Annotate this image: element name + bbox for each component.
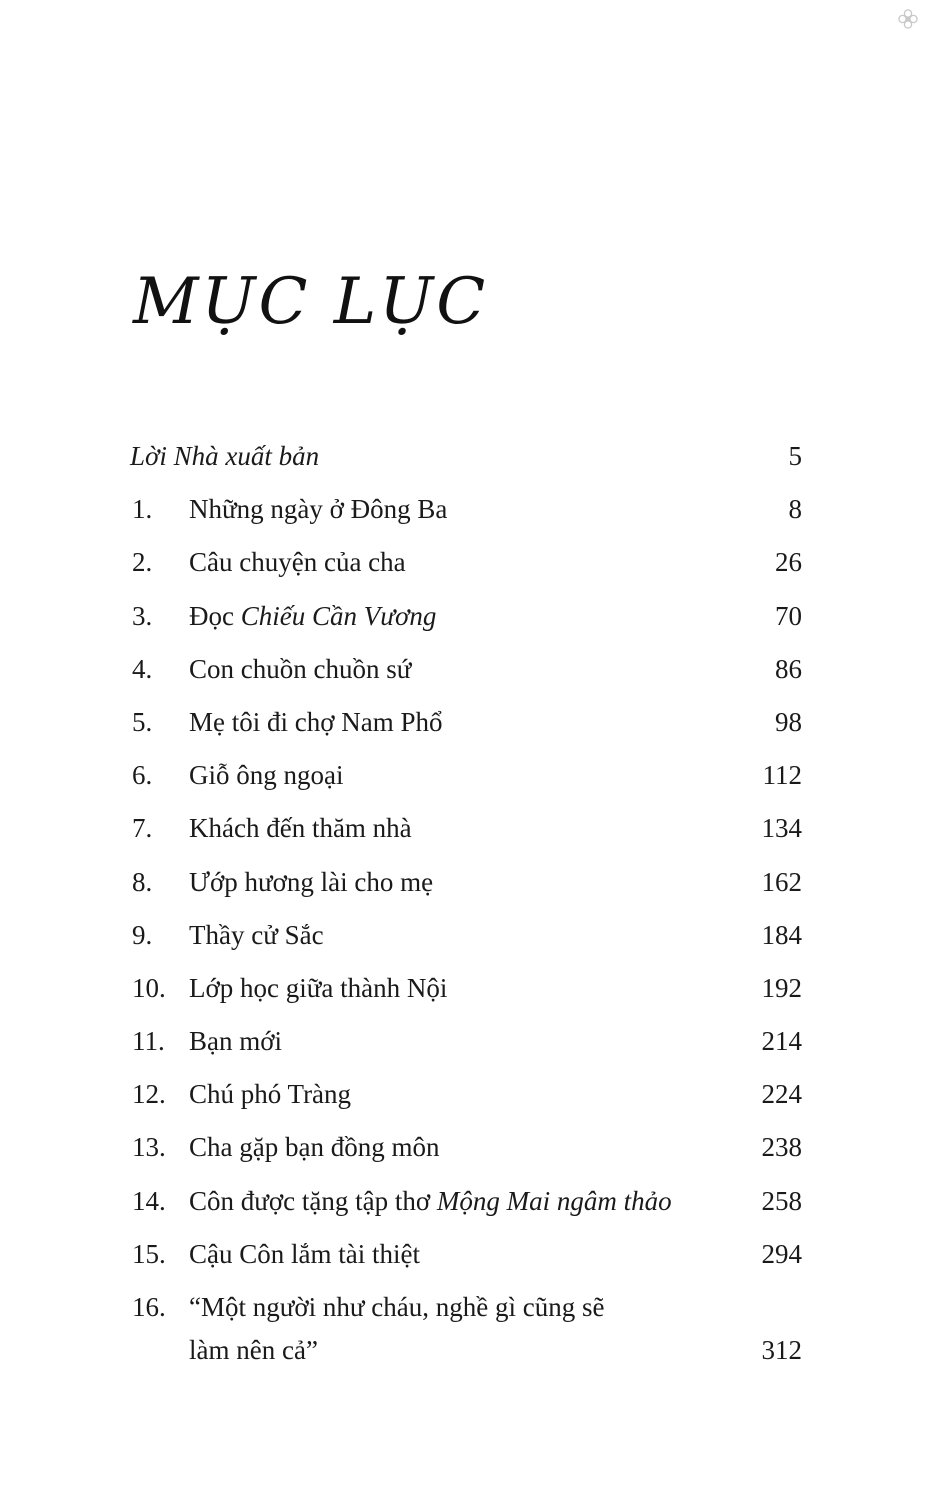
toc-entry-number: 9. — [132, 919, 153, 950]
toc-entry[interactable] — [130, 590, 802, 643]
toc-entry-title: Khách đến thăm nhà — [189, 813, 412, 844]
toc-entry-title-plain: Đọc — [189, 600, 241, 631]
page-title: MỤC LỤC — [133, 265, 489, 339]
toc-entry-title: Giỗ ông ngoại — [189, 760, 344, 791]
toc-entry[interactable] — [130, 1015, 802, 1068]
toc-entry-title-italic: Chiếu Cần Vương — [240, 600, 437, 631]
toc-entry-page: 184 — [761, 919, 802, 950]
toc-entry[interactable] — [130, 1228, 802, 1281]
toc-entry[interactable] — [130, 802, 802, 855]
toc-entry[interactable] — [130, 1121, 802, 1174]
toc-entry-number: 7. — [132, 813, 153, 844]
toc-entry-title: Câu chuyện của cha — [189, 547, 406, 578]
toc-entry-title: Chú phó Tràng — [189, 1079, 352, 1110]
toc-entry-title-line-2: làm nên cả” — [189, 1335, 318, 1365]
toc-entry-title — [189, 1175, 672, 1228]
toc-entry[interactable] — [130, 856, 802, 909]
toc-entry-number: 15. — [132, 1238, 166, 1269]
toc-entry-title: Bạn mới — [189, 1026, 283, 1057]
toc-entry[interactable] — [130, 1068, 802, 1121]
toc-entry-page: 162 — [761, 866, 802, 897]
toc-entry-title: Những ngày ở Đông Ba — [189, 494, 448, 525]
toc-entry-page: 192 — [761, 972, 802, 1003]
toc-entry-title: Thầy cử Sắc — [189, 919, 324, 950]
toc-entry-page: 224 — [761, 1079, 802, 1110]
toc-entry[interactable] — [130, 749, 802, 802]
toc-entry-page: 134 — [761, 813, 802, 844]
flower-ornament-icon — [897, 8, 919, 30]
toc-entry[interactable] — [130, 1175, 802, 1228]
toc-entry-number: 16. — [132, 1292, 166, 1322]
toc-entry-title: Lớp học giữa thành Nội — [189, 972, 448, 1003]
toc-entry-preface[interactable] — [130, 430, 802, 483]
toc-entry-title: Cha gặp bạn đồng môn — [189, 1132, 440, 1163]
table-of-contents — [130, 430, 802, 1374]
toc-entry-page: 26 — [775, 547, 802, 578]
toc-entry-title: Lời Nhà xuất bản — [130, 441, 320, 471]
toc-entry[interactable] — [130, 962, 802, 1015]
toc-entry-number: 10. — [132, 972, 166, 1003]
toc-entry-number: 5. — [132, 706, 153, 737]
toc-entry-number: 8. — [132, 866, 153, 897]
toc-entry-page: 70 — [775, 600, 802, 631]
toc-entry-title — [189, 590, 436, 643]
toc-entry-number: 3. — [132, 600, 153, 631]
toc-entry-number: 12. — [132, 1079, 166, 1110]
toc-entry-number: 1. — [132, 494, 153, 525]
toc-entry-number: 2. — [132, 547, 153, 578]
toc-entry-title: Mẹ tôi đi chợ Nam Phổ — [189, 706, 443, 737]
toc-entry-title-italic: Mộng Mai ngâm thảo — [436, 1185, 672, 1216]
toc-entry-number: 14. — [132, 1185, 166, 1216]
toc-entry-number: 13. — [132, 1132, 166, 1163]
toc-entry-page: 294 — [761, 1238, 802, 1269]
toc-entry-title: Con chuồn chuồn sứ — [189, 653, 412, 684]
toc-entry[interactable] — [130, 696, 802, 749]
toc-entry-title-line-1: “Một người như cháu, nghề gì cũng sẽ — [189, 1292, 605, 1322]
toc-entry-title: Cậu Côn lắm tài thiệt — [189, 1238, 420, 1269]
toc-entry-title-plain: Côn được tặng tập thơ — [189, 1185, 437, 1216]
toc-entry[interactable] — [130, 1281, 802, 1374]
toc-entry-number: 11. — [132, 1026, 165, 1057]
toc-entry-page: 8 — [788, 494, 802, 525]
toc-entry-page: 5 — [788, 441, 802, 471]
toc-entry[interactable] — [130, 536, 802, 589]
toc-entry-page: 238 — [761, 1132, 802, 1163]
toc-entry-page: 98 — [775, 706, 802, 737]
toc-entry-number: 4. — [132, 653, 153, 684]
toc-entry-page: 112 — [762, 760, 802, 791]
toc-entry-number: 6. — [132, 760, 153, 791]
toc-entry-title: Ướp hương lài cho mẹ — [189, 866, 434, 897]
toc-entry[interactable] — [130, 643, 802, 696]
toc-entry-page: 214 — [761, 1026, 802, 1057]
toc-entry-page: 312 — [761, 1335, 802, 1365]
toc-entry[interactable] — [130, 483, 802, 536]
toc-entry-page: 86 — [775, 653, 802, 684]
toc-entry[interactable] — [130, 909, 802, 962]
toc-entry-page: 258 — [761, 1185, 802, 1216]
toc-entry-title — [189, 1286, 604, 1372]
